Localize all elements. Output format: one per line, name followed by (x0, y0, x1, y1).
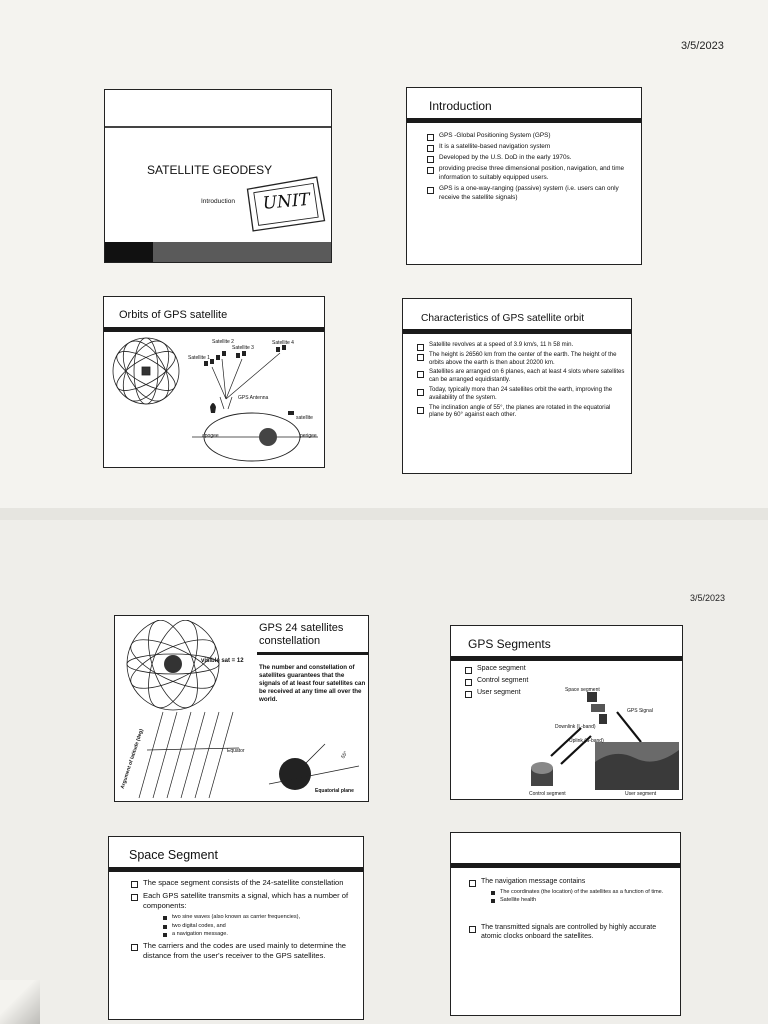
slide-constellation (114, 615, 369, 802)
bullet-item: Control segment (465, 676, 565, 685)
orbit-diagram (108, 337, 322, 465)
bullet-item: GPS is a one-way-ranging (passive) system (i.e. users can only receive the satellite signals) (427, 184, 633, 202)
slide-title (104, 89, 332, 263)
user-segment-label: User segment (625, 791, 657, 797)
bullet-list (469, 877, 675, 941)
heading-rule (407, 118, 641, 123)
control-segment-label: Control segment (529, 791, 566, 797)
handwritten-unit-box (243, 175, 327, 236)
inclination-label: 55° (340, 750, 350, 760)
bullet-item: providing precise three dimensional position, navigation, and time information to suitably equipped users. (427, 164, 633, 182)
handwritten-unit-text: UNIT (261, 189, 311, 214)
slide-title-text: SATELLITE GEODESY (147, 163, 273, 177)
bullet-list (427, 131, 633, 202)
sub-bullet-list (163, 913, 359, 939)
sub-bullet-item: two sine waves (also known as carrier frequencies), (163, 913, 359, 922)
heading-rule (451, 656, 682, 661)
bullet-list (131, 878, 359, 961)
uplink-label: Uplink (S-band) (569, 738, 604, 744)
slide-heading: Characteristics of GPS satellite orbit (421, 313, 585, 324)
bullet-item: Developed by the U.S. DoD in the early 1970s. (427, 153, 633, 162)
handout-page-2 (0, 520, 768, 1024)
equator-label: Equator (227, 748, 245, 754)
bullet-item (131, 891, 359, 939)
space-segment-label: Space segment (565, 687, 600, 693)
slide-heading: Space Segment (129, 848, 218, 862)
antenna-label: GPS Antenna (238, 395, 269, 401)
constellation-diagram (119, 620, 369, 800)
bullet-item: Satellite revolves at a speed of 3.9 km/s, 11 h 58 min. (417, 341, 625, 349)
visible-sat-label: visible sat = 12 (201, 658, 244, 664)
bullet-item: The transmitted signals are controlled by highly accurate atomic clocks onboard the satellites. (469, 923, 675, 941)
bullet-text: Each GPS satellite transmits a signal, which has a number of components: (143, 891, 349, 910)
perigee-label: perigee (300, 433, 317, 439)
bullet-item: The height is 26560 km from the center of the earth. The height of the orbits above the earth is then about 20200 km. (417, 351, 625, 367)
sub-bullet-list (491, 888, 675, 905)
heading-rule (109, 867, 363, 872)
orbit-satellite-label: satellite (296, 415, 313, 421)
slide-subtitle: Introduction (201, 198, 235, 205)
page-date: 3/5/2023 (681, 40, 724, 52)
satellite-label: Satellite 2 (212, 339, 234, 345)
slide-introduction (406, 87, 642, 265)
bullet-item: The carriers and the codes are used mainly to determine the distance from the user's receiver to the GPS satellites. (131, 941, 359, 961)
latitude-axis-label: Argument of latitude (deg) (119, 728, 145, 790)
heading-rule (104, 327, 324, 332)
slide-characteristics (402, 298, 632, 474)
slide-orbits (103, 296, 325, 468)
bullet-item: Satellites are arranged on 6 planes, each at least 4 slots where satellites can be arranged equidistantly. (417, 368, 625, 384)
slide-body: The number and constellation of satellites guarantees that the signals of at least four satellites can be received at any time all over the world. (259, 664, 366, 703)
satellite-label: Satellite 1 (188, 355, 210, 361)
heading-rule (451, 863, 680, 868)
bullet-item: It is a satellite-based navigation system (427, 142, 633, 151)
page-date: 3/5/2023 (690, 593, 726, 603)
slide-heading: Introduction (429, 99, 492, 113)
bullet-item (469, 877, 675, 905)
bullet-text: The navigation message contains (481, 878, 586, 885)
bullet-item: GPS -Global Positioning System (GPS) (427, 131, 633, 140)
bullet-item: Today, typically more than 24 satellites orbit the earth, improving the availability of the system. (417, 386, 625, 402)
slide-heading: GPS 24 satellites constellation (259, 622, 344, 647)
bullet-list (417, 341, 625, 419)
bullet-item: The inclination angle of 55°, the planes are rotated in the equatorial plane by 60° against each other. (417, 404, 625, 420)
sub-bullet-item: Satellite health (491, 896, 675, 904)
satellite-label: Satellite 4 (272, 340, 294, 346)
sub-bullet-item: two digital codes, and (163, 922, 359, 931)
bullet-item: User segment (465, 688, 565, 697)
sub-bullet-item: a navigation message. (163, 930, 359, 939)
heading-rule (403, 329, 631, 334)
apogee-label: apogee (202, 433, 219, 439)
slide-segments (450, 625, 683, 800)
bullet-item: Space segment (465, 664, 565, 673)
slide-heading: Orbits of GPS satellite (119, 309, 228, 321)
bullet-item: The space segment consists of the 24-satellite constellation (131, 878, 359, 888)
slide-space-segment (108, 836, 364, 1020)
slide-footer-bar (105, 242, 331, 262)
scan-shadow (0, 980, 40, 1024)
sub-bullet-item: The coordinates (the location) of the satellites as a function of time. (491, 888, 675, 896)
downlink-label: Downlink (L-band) (555, 724, 596, 730)
equatorial-plane-label: Equatorial plane (315, 788, 354, 794)
gps-signal-label: GPS Signal (627, 708, 653, 714)
slide-heading: GPS Segments (468, 637, 551, 651)
slide-top-rule (105, 126, 331, 128)
slide-navigation-message (450, 832, 681, 1016)
satellite-label: Satellite 3 (232, 345, 254, 351)
constellation-sphere (111, 337, 180, 409)
